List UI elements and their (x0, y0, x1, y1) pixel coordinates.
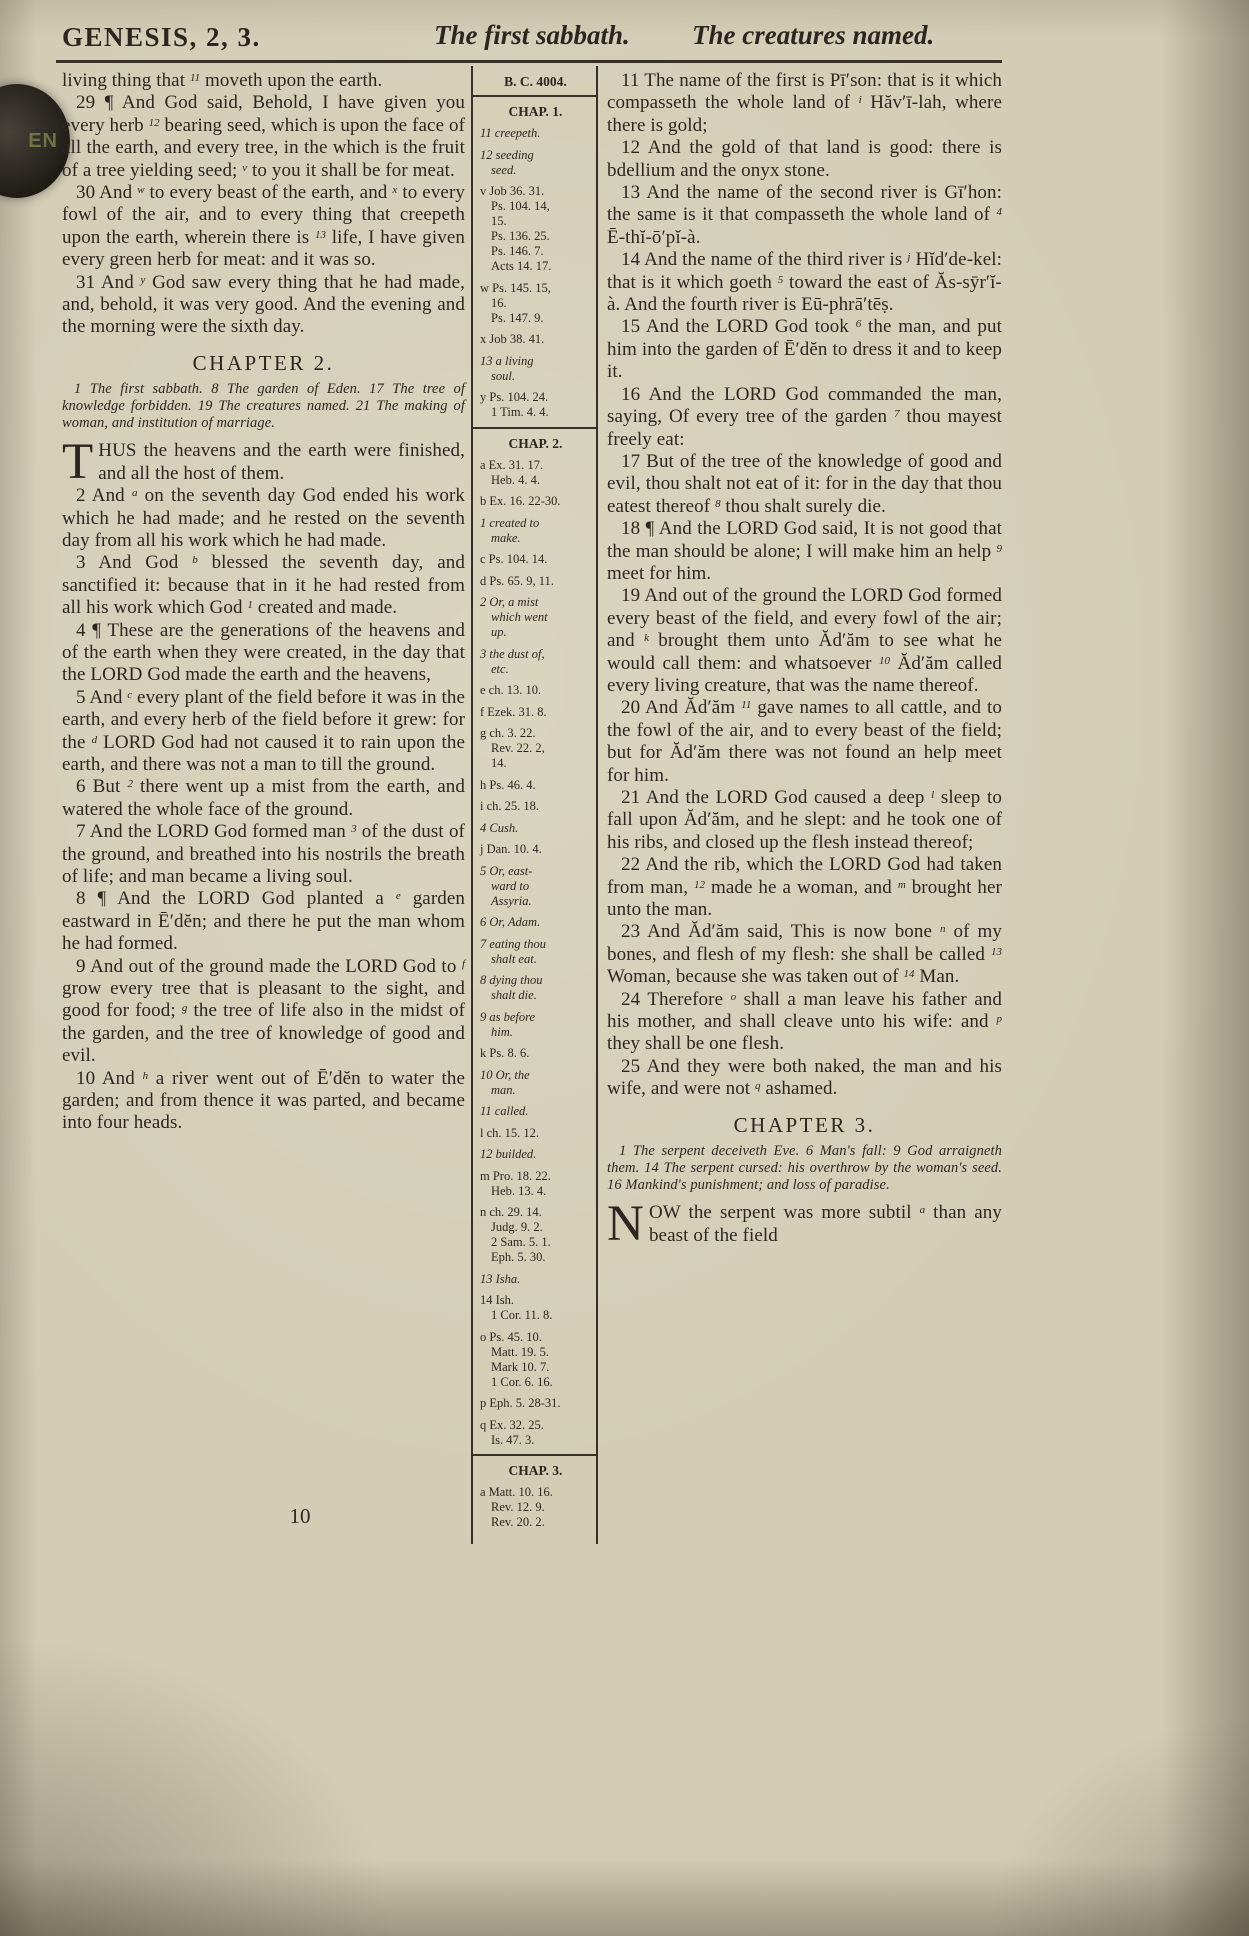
margin-note-line: 14 Ish. (480, 1293, 515, 1307)
margin-note-line: Eph. 5. 30. (491, 1250, 546, 1264)
margin-note-line: 1 Cor. 6. 16. (491, 1374, 553, 1389)
verse-paragraph: 31 And $^y$ God saw every thing that he had made, and, behold, it was very good. And the evening and the morning were the sixth day. (62, 271, 465, 338)
cross-reference-mark: h (142, 1069, 149, 1082)
margin-note-line: 1 Tim. 4. 4. (491, 405, 549, 419)
verse-paragraph: 6 But $^2$ there went up a mist from the earth, and watered the whole face of the ground. (62, 776, 465, 820)
margin-note-line: him. (491, 1024, 513, 1039)
margin-note-line: Rev. 12. 9. (491, 1500, 545, 1514)
cross-reference-mark: x (392, 184, 398, 197)
cross-reference-mark: 7 (894, 408, 900, 421)
margin-note (480, 1068, 591, 1098)
margin-note-line: 15. (491, 214, 507, 228)
margin-note-line: 13 a living (480, 353, 534, 368)
margin-note-line: 1 created to (480, 515, 540, 530)
cross-reference-mark: 13 (315, 228, 326, 241)
margin-note-line: Mark 10. 7. (491, 1359, 550, 1374)
margin-note-line: Matt. 19. 5. (491, 1344, 549, 1359)
cross-reference-mark: 8 (715, 497, 721, 510)
reference-column-rule (473, 1454, 596, 1456)
margin-note-line: n ch. 29. 14. (480, 1205, 542, 1219)
margin-note (480, 516, 591, 546)
margin-note-line: 10 Or, the (480, 1067, 530, 1082)
margin-note-line: w Ps. 145. 15, (480, 280, 551, 295)
verse-paragraph: NOW the serpent was more subtil $^a$ than any beast of the field (607, 1196, 1002, 1253)
cross-reference-mark: 9 (996, 542, 1002, 555)
margin-note (480, 915, 591, 930)
ref-chapter-heading (480, 436, 591, 451)
cross-reference-mark: a (131, 487, 138, 500)
margin-note-line: l ch. 15. 12. (480, 1125, 540, 1140)
margin-note-line: 7 eating thou (480, 936, 546, 951)
verse-paragraph: 25 And they were both naked, the man and his wife, and were not $^q$ ashamed. (607, 1055, 1002, 1100)
margin-note (480, 390, 591, 420)
margin-note-line: shalt die. (491, 988, 537, 1002)
page-number: 10 (289, 1504, 311, 1528)
cross-reference-mark: y (140, 273, 146, 286)
verse-paragraph: 7 And the LORD God formed man $^3$ of the dust of the ground, and breathed into his nostrils the breath of life; and man became a living soul. (62, 821, 465, 887)
verse-paragraph: 18 ¶ And the LORD God said, It is not good that the man should be alone; I will make him an help $^9$ meet for him. (607, 518, 1002, 584)
page-title: GENESIS, 2, 3. (62, 22, 261, 52)
cross-reference-mark: 6 (855, 318, 862, 331)
margin-note (480, 458, 591, 488)
margin-note (480, 1485, 591, 1530)
drop-cap: N (607, 1196, 644, 1253)
cross-reference-mark: 11 (189, 72, 201, 84)
margin-note-line: Acts 14. 17. (491, 259, 552, 273)
margin-note-line: CHAP. 3. (508, 1463, 563, 1478)
margin-note-line: h Ps. 46. 4. (480, 777, 536, 792)
margin-note-line: c Ps. 104. 14. (480, 552, 548, 566)
drop-cap: T (62, 434, 94, 491)
margin-note-line: CHAP. 1. (508, 104, 563, 119)
chapter-summary: 1 The first sabbath. 8 The garden of Eden. 17 The tree of knowledge forbidden. 19 The creatures named. 21 The making of woman, and institution of marriage. (62, 381, 465, 432)
verse-paragraph: 22 And the rib, which the LORD God had taken from man, $^{12}$ made he a woman, and $^m$ brought her unto the man. (607, 854, 1002, 921)
margin-note-line: 4 Cush. (480, 820, 519, 835)
margin-note (480, 726, 591, 771)
margin-note-line: q Ex. 32. 25. (480, 1417, 544, 1432)
bc-date (480, 74, 591, 89)
margin-note-line: x Job 38. 41. (480, 332, 545, 346)
margin-note-line: 2 Or, a mist (480, 595, 539, 609)
verse-paragraph: 17 But of the tree of the knowledge of good and evil, thou shalt not eat of it: for in the day that thou eatest thereof $^8$ thou shalt surely die. (607, 450, 1002, 517)
margin-note (480, 973, 591, 1003)
margin-note-line: soul. (491, 368, 515, 383)
cross-reference-mark: v (242, 161, 248, 174)
margin-note-line: e ch. 13. 10. (480, 683, 542, 697)
margin-note-line: Rev. 20. 2. (491, 1515, 545, 1529)
margin-note-line: 11 called. (480, 1104, 529, 1118)
verse-paragraph: 21 And the LORD God caused a deep $^l$ sleep to fall upon Ăd′ăm, and he slept: and he took one of his ribs, and closed up the flesh instead thereof; (607, 787, 1002, 853)
margin-note-line: o Ps. 45. 10. (480, 1329, 542, 1344)
margin-note-line: 12 seeding (480, 147, 534, 162)
margin-note (480, 1418, 591, 1448)
margin-note-line: 6 Or, Adam. (480, 915, 541, 929)
margin-note-line: 14. (491, 756, 507, 770)
margin-note-line: 5 Or, east- (480, 863, 533, 878)
margin-note-line: 2 Sam. 5. 1. (491, 1235, 551, 1249)
cross-reference-mark: a (919, 1204, 926, 1217)
center-reference-column (471, 66, 598, 1544)
verse-paragraph: 10 And $^h$ a river went out of Ē′dĕn to water the garden; and from thence it was parted, and became into four heads. (62, 1067, 465, 1134)
margin-note-line: Heb. 13. 4. (491, 1183, 547, 1198)
margin-note (480, 864, 591, 909)
margin-note-line: d Ps. 65. 9, 11. (480, 573, 554, 588)
cross-reference-mark: 12 (148, 116, 160, 129)
margin-note (480, 552, 591, 567)
margin-note-line: Ps. 146. 7. (491, 244, 544, 258)
verse-paragraph: 8 ¶ And the LORD God planted a $^e$ garden eastward in Ē′dĕn; and there he put the man whom he had formed. (62, 888, 465, 955)
margin-note-line: Ps. 147. 9. (491, 310, 544, 325)
cross-reference-mark: b (192, 554, 198, 567)
verse-paragraph: 5 And $^c$ every plant of the field before it was in the earth, and every herb of the field before it grew: for the $^d$ LORD God had not caused it to rain upon the earth, and there was not a man to till the ground. (62, 686, 465, 775)
margin-note (480, 647, 591, 677)
margin-note (480, 1126, 591, 1141)
margin-note (480, 494, 591, 509)
cross-reference-mark: o (730, 990, 737, 1003)
cross-reference-mark: j (907, 251, 911, 264)
right-text-column (607, 70, 1003, 1253)
margin-note (480, 332, 591, 347)
margin-note-line: a Matt. 10. 16. (480, 1485, 553, 1499)
margin-note-line: ward to (491, 878, 530, 893)
margin-note-line: 3 the dust of, (480, 646, 545, 661)
margin-note (480, 1010, 591, 1040)
margin-note-line: Assyria. (491, 893, 532, 908)
margin-note-line: v Job 36. 31. (480, 184, 545, 198)
margin-note-line: f Ezek. 31. 8. (480, 704, 547, 719)
verse-paragraph: 23 And Ăd′ăm said, This is now bone $^n$ of my bones, and flesh of my flesh: she shall be called $^{13}$ Woman, because she was taken out of $^{14}$ Man. (607, 921, 1003, 988)
cross-reference-mark: g (181, 1002, 188, 1015)
margin-note-line: y Ps. 104. 24. (480, 390, 549, 404)
margin-note-line: B. C. 4004. (504, 74, 567, 89)
margin-note (480, 1272, 591, 1287)
cross-reference-mark: 1 (247, 599, 253, 612)
margin-note-line: man. (491, 1082, 516, 1097)
verse-paragraph: 24 Therefore $^o$ shall a man leave his father and his mother, and shall cleave unto his wife: and $^p$ they shall be one flesh. (607, 988, 1003, 1055)
cross-reference-mark: 11 (741, 699, 752, 712)
cross-reference-mark: 5 (777, 273, 784, 286)
running-head-first-sabbath: The first sabbath. (434, 20, 630, 50)
margin-note-line: which went (491, 610, 548, 624)
verse-paragraph: 9 And out of the ground made the LORD God to $^f$ grow every tree that is pleasant to the sight, and good for food; $^g$ the tree of life also in the midst of the garden, and the tree of knowledge of good and evil. (62, 955, 465, 1067)
margin-note-line: 12 builded. (480, 1147, 537, 1161)
cross-reference-mark: e (395, 890, 401, 903)
margin-note (480, 148, 591, 178)
margin-note-line: Heb. 4. 4. (491, 472, 540, 487)
cross-reference-mark: 3 (351, 823, 357, 836)
margin-note (480, 1147, 591, 1162)
margin-note (480, 595, 591, 640)
margin-note (480, 821, 591, 836)
chapter-heading: CHAPTER 2. (192, 350, 335, 375)
margin-note-line: 11 creepeth. (480, 126, 541, 140)
margin-note-line: Rev. 22. 2, (491, 741, 545, 755)
margin-note-line: 8 dying thou (480, 973, 543, 987)
margin-note (480, 842, 591, 857)
margin-note (480, 778, 591, 793)
margin-note-line: 16. (491, 295, 507, 310)
verse-paragraph: 3 And God $^b$ blessed the seventh day, and sanctified it: because that in it he had rested from all his work which God $^1$ created and made. (62, 552, 465, 619)
margin-note-line: g ch. 3. 22. (480, 726, 536, 740)
verse-paragraph: 12 And the gold of that land is good: there is bdellium and the onyx stone. (607, 137, 1002, 181)
margin-note-line: Ps. 104. 14, (491, 199, 550, 213)
margin-note-line: m Pro. 18. 22. (480, 1168, 551, 1183)
margin-note-line: k Ps. 8. 6. (480, 1046, 530, 1060)
reference-column-rule (473, 427, 596, 429)
cross-reference-mark: d (91, 733, 98, 746)
page-header (62, 20, 1002, 60)
verse-paragraph: living thing that $^{11}$ moveth upon the earth. (62, 70, 383, 91)
margin-note-line: a Ex. 31. 17. (480, 457, 544, 472)
cross-reference-mark: f (461, 957, 465, 970)
margin-note (480, 1293, 591, 1323)
margin-note-line: Ps. 136. 25. (491, 229, 550, 243)
verse-paragraph: 20 And Ăd′ăm $^{11}$ gave names to all cattle, and to the fowl of the air, and to every beast of the field; but for Ăd′ăm there was not found an help meet for him. (607, 697, 1002, 786)
margin-note-line: shalt eat. (491, 951, 537, 966)
cross-reference-mark: 4 (996, 206, 1002, 219)
verse-paragraph: 4 ¶ These are the generations of the heavens and of the earth when they were created, in the day that the LORD God made the earth and the heavens, (62, 619, 465, 686)
margin-note (480, 705, 591, 720)
margin-note (480, 1205, 591, 1265)
chapter-heading: CHAPTER 3. (733, 1112, 876, 1137)
margin-note-line: make. (491, 530, 521, 545)
ref-chapter-heading (480, 104, 591, 119)
verse-paragraph: 30 And $^w$ to every beast of the earth, and $^x$ to every fowl of the air, and to every thing that creepeth upon the earth, wherein there is $^{13}$ life, I have given every green herb for meat: and it was so. (62, 182, 465, 271)
margin-note (480, 937, 591, 967)
verse-paragraph: 19 And out of the ground the LORD God formed every beast of the field, and every fowl of the air; and $^k$ brought them unto Ăd′ăm to see what he would call them: and whatsoever $^{10}$ Ăd′ăm called every living creature, that was the name thereof. (607, 585, 1002, 696)
cross-reference-mark: 14 (903, 968, 915, 981)
cross-reference-mark: c (127, 688, 133, 701)
reference-column-rule (473, 95, 596, 97)
margin-note-line: 9 as before (480, 1009, 536, 1024)
verse-paragraph: 14 And the name of the third river is $^j$ Hĭd′de-kel: that is it which goeth $^5$ toward the east of Ăs-sȳr′ĭ-à. And the fourth river is Eū-phrā′tēṣ. (607, 249, 1003, 316)
verse-paragraph: 11 The name of the first is Pī′son: that is it which compasseth the whole land of $^i$ Hăv′ī-lah, where there is gold; (607, 70, 1002, 136)
verse-paragraph: 15 And the LORD God took $^6$ the man, and put him into the garden of Ē′dĕn to dress it and to keep it. (607, 316, 1002, 383)
header-rule (56, 60, 1002, 63)
running-head-creatures-named: The creatures named. (692, 20, 935, 50)
cross-reference-mark: 13 (991, 945, 1002, 958)
cross-reference-mark: p (996, 1013, 1002, 1026)
margin-note (480, 1169, 591, 1199)
margin-note (480, 799, 591, 814)
cross-reference-mark: i (858, 94, 862, 107)
margin-note-line: seed. (491, 162, 517, 177)
margin-note-line: p Eph. 5. 28-31. (480, 1396, 561, 1410)
margin-note (480, 574, 591, 589)
margin-note (480, 1330, 591, 1390)
verse-paragraph: 16 And the LORD God commanded the man, saying, Of every tree of the garden $^7$ thou mayest freely eat: (607, 383, 1003, 450)
margin-note (480, 1104, 591, 1119)
margin-note-line: i ch. 25. 18. (480, 799, 540, 813)
margin-note-line: etc. (491, 661, 509, 676)
cross-reference-mark: m (897, 878, 906, 891)
left-text-column (62, 70, 465, 1135)
library-stamp (0, 84, 70, 198)
chapter-summary: 1 The serpent deceiveth Eve. 6 Man's fall: 9 God arraigneth them. 14 The serpent cursed: his overthrow by the woman's seed. 16 Mankind's punishment; and loss of paradise. (607, 1143, 1002, 1194)
margin-note-line: 1 Cor. 11. 8. (491, 1308, 553, 1322)
cross-reference-mark: w (137, 184, 145, 197)
verse-paragraph: 29 ¶ And God said, Behold, I have given you every herb $^{12}$ bearing seed, which is upon the face of all the earth, and every tree, in the which is the fruit of a tree yielding seed; $^v$ to you it shall be for meat. (62, 92, 465, 181)
margin-note-line: b Ex. 16. 22-30. (480, 494, 561, 508)
margin-note-line: 13 Isha. (480, 1271, 521, 1286)
margin-note (480, 354, 591, 384)
margin-note-line: CHAP. 2. (508, 435, 563, 451)
cross-reference-mark: l (931, 789, 935, 801)
cross-reference-mark: 10 (879, 654, 891, 667)
library-stamp-text: EN (28, 130, 58, 152)
margin-note (480, 126, 591, 141)
margin-note-line: Judg. 9. 2. (491, 1220, 543, 1234)
cross-reference-mark: 12 (694, 878, 706, 891)
verse-paragraph: 13 And the name of the second river is Gī′hon: the same is it that compasseth the whole land of $^4$ Ē-thĭ-ō′pĭ-à. (607, 182, 1002, 248)
cross-reference-mark: n (940, 923, 946, 936)
margin-note (480, 184, 591, 274)
ref-chapter-heading (480, 1463, 591, 1478)
margin-note (480, 281, 591, 326)
verse-paragraph: 2 And $^a$ on the seventh day God ended his work which he had made; and he rested on the seventh day from all his work which he had made. (62, 485, 465, 551)
cross-reference-mark: k (644, 632, 649, 645)
margin-note (480, 1396, 591, 1411)
verse-paragraph: THUS the heavens and the earth were finished, and all the host of them. (62, 434, 465, 491)
cross-reference-mark: 2 (127, 778, 133, 791)
margin-note (480, 1046, 591, 1061)
margin-note-line: up. (491, 625, 507, 639)
margin-note (480, 683, 591, 698)
margin-note-line: Is. 47. 3. (491, 1432, 535, 1447)
margin-note-line: j Dan. 10. 4. (480, 842, 542, 856)
cross-reference-mark: q (755, 1080, 761, 1093)
